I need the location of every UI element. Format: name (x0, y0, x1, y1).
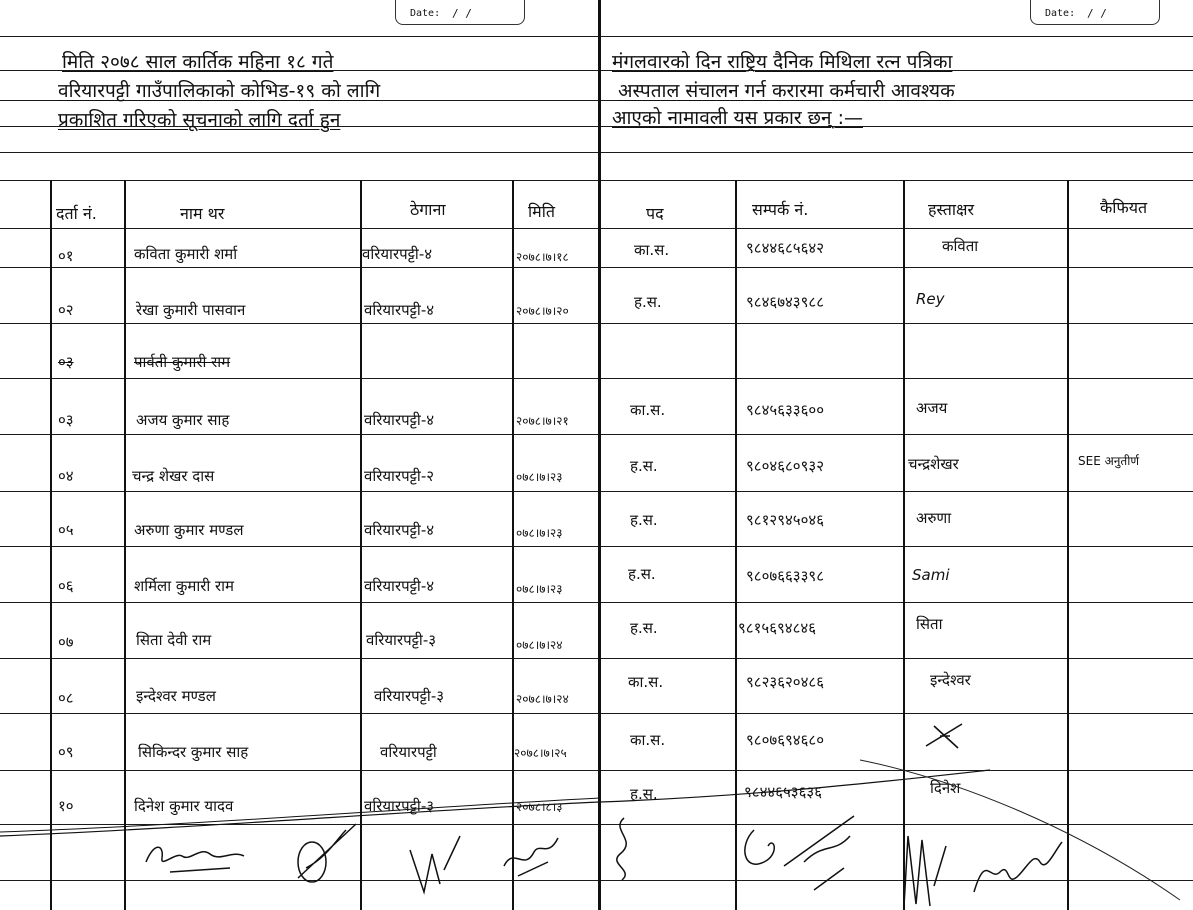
row-sn: ०४ (58, 467, 74, 485)
header-name: नाम थर (180, 204, 225, 223)
date-box-left (395, 0, 525, 25)
row-address: वरियारपट्टी-३ (374, 687, 445, 705)
row-address: वरियारपट्टी-२ (364, 467, 435, 485)
ruled-line (0, 434, 1193, 435)
intro-line-left-1: मिति २०७८ साल कार्तिक महिना १८ गते (62, 51, 334, 73)
row-phone: ९८०४६८०९३२ (746, 457, 825, 475)
signature-5 (604, 814, 644, 884)
row-sn: ०९ (58, 743, 74, 761)
row-signature: सिता (916, 615, 943, 633)
row-signature: Rey (916, 290, 945, 308)
signature-4 (498, 832, 568, 882)
date-separators: / / (452, 7, 472, 20)
ruled-line (0, 180, 1193, 181)
row-post: का.स. (630, 401, 666, 419)
row-phone: ९८१२९४५०४६ (746, 511, 825, 529)
row-phone: ९८४५६३३६०० (746, 401, 825, 419)
row-signature: Sami (912, 566, 950, 584)
row-sn: ०५ (58, 521, 74, 539)
row-address: वरियारपट्टी-४ (362, 245, 433, 263)
row-signature: चन्द्रशेखर (908, 455, 959, 473)
row-post: ह.स. (630, 511, 658, 529)
row-post: ह.स. (634, 293, 662, 311)
row-sn: ०६ (58, 577, 74, 595)
ruled-line (0, 378, 1193, 379)
row-sn: १० (58, 797, 74, 815)
ruled-line (0, 152, 1193, 153)
row-name: इन्देश्वर मण्डल (136, 687, 216, 705)
ruled-line (0, 323, 1193, 324)
row-name: अजय कुमार साह (136, 411, 230, 429)
row-sn: ०१ (58, 247, 74, 265)
row-phone: ९८४४६८५६४२ (746, 239, 825, 257)
row-name: शर्मिला कुमारी राम (134, 577, 235, 595)
row-remarks: SEE अनुतीर्ण (1078, 454, 1140, 468)
row-name-struck: पार्वती कुमारी राम (134, 353, 231, 371)
ruled-line (0, 546, 1193, 547)
intro-line-left-3: प्रकाशित गरिएको सूचनाको लागि दर्ता हुन (58, 109, 341, 131)
row-signature: कविता (942, 237, 979, 255)
header-remarks: कैफियत (1100, 198, 1148, 217)
row-phone: ९८२३६२०४८६ (746, 673, 825, 691)
row-phone: ९८४६७४३९८८ (746, 293, 825, 311)
ruled-line (0, 228, 1193, 229)
signature-1 (140, 832, 260, 882)
row-address: वरियारपट्टी-४ (364, 411, 435, 429)
ruled-line (0, 491, 1193, 492)
date-box-right (1030, 0, 1160, 25)
date-separators: / / (1087, 7, 1107, 20)
row-sn: ०३ (58, 411, 74, 429)
row-address: वरियारपट्टी-४ (364, 521, 435, 539)
row-date: २०७८।७।२० (516, 304, 569, 318)
row-signature: इन्देश्वर (930, 671, 971, 689)
row-name: सिकिन्दर कुमार साह (138, 743, 249, 761)
intro-line-right-1: मंगलवारको दिन राष्ट्रिय दैनिक मिथिला रत्न पत्रिका (612, 51, 953, 73)
row-address: वरियारपट्टी-३ (364, 797, 435, 815)
row-post: का.स. (634, 241, 670, 259)
row-date: २०७८।७।२५ (514, 746, 567, 760)
signature-6 (734, 806, 884, 896)
header-signature: हस्ताक्षर (928, 200, 975, 219)
row-date: ०७८।७।२३ (516, 582, 563, 596)
row-address: वरियारपट्टी (380, 743, 437, 761)
header-date: मिति (528, 202, 555, 221)
date-label: Date: (1045, 8, 1076, 19)
row-name: चन्द्र शेखर दास (132, 467, 215, 485)
row-phone: ९८४४६५३६३६ (744, 783, 823, 801)
ruled-line (0, 267, 1193, 268)
row-name: सिता देवी राम (136, 631, 212, 649)
row-sn: ०२ (58, 301, 74, 319)
header-post: पद (646, 204, 664, 223)
ruled-line (0, 602, 1193, 603)
row-signature: अजय (916, 399, 948, 417)
row-name: दिनेश कुमार यादव (134, 797, 234, 815)
row-name: रेखा कुमारी पासवान (136, 301, 246, 319)
signature-3 (400, 830, 470, 900)
intro-line-left-2: वरियारपट्टी गाउँपालिकाको कोभिड-१९ को लागि (58, 80, 381, 102)
intro-line-right-3: आएको नामावली यस प्रकार छन् :— (612, 107, 863, 129)
row-phone: ९८०७६९४६८० (746, 731, 825, 749)
row-date: २०७८।७।२१ (516, 414, 569, 428)
row-date: ०७८।७।२४ (516, 638, 563, 652)
row-date: ०७८।७।२३ (516, 470, 563, 484)
row-date: २०७८।८।३ (516, 800, 563, 814)
date-label: Date: (410, 8, 441, 19)
row-name: अरुणा कुमार मण्डल (134, 521, 244, 539)
row-date: २०७८।७।२४ (516, 692, 569, 706)
row-post: का.स. (628, 673, 664, 691)
row-signature: अरुणा (916, 509, 952, 527)
row-post: का.स. (630, 731, 666, 749)
ruled-line (0, 658, 1193, 659)
header-darta-no: दर्ता नं. (56, 204, 97, 223)
row-post: ह.स. (630, 619, 658, 637)
row-address: वरियारपट्टी-३ (366, 631, 437, 649)
row-date: २०७८।७।१८ (516, 250, 569, 264)
row-name: कविता कुमारी शर्मा (134, 245, 238, 263)
signature-2 (286, 818, 366, 888)
header-address: ठेगाना (410, 200, 446, 219)
row-phone: ९८०७६६३३९८ (746, 567, 825, 585)
row-post: ह.स. (630, 457, 658, 475)
row-post: ह.स. (630, 785, 658, 803)
signature-7 (894, 826, 954, 910)
row-sn: ०८ (58, 689, 74, 707)
row-sn: ०७ (58, 633, 74, 651)
intro-line-right-2: अस्पताल संचालन गर्न करारमा कर्मचारी आवश्यक (618, 80, 955, 102)
header-contact: सम्पर्क नं. (752, 200, 809, 219)
ruled-line (0, 36, 1193, 37)
signature-8 (966, 832, 1066, 902)
row-phone: ९८१५६९४८४६ (738, 619, 817, 637)
row-signature: दिनेश (930, 779, 961, 797)
row-post: ह.स. (628, 565, 656, 583)
row-date: ०७८।७।२३ (516, 526, 563, 540)
ruled-line (0, 713, 1193, 714)
row-sn-struck: ०३ (58, 353, 74, 371)
row-address: वरियारपट्टी-४ (364, 577, 435, 595)
row-address: वरियारपट्टी-४ (364, 301, 435, 319)
